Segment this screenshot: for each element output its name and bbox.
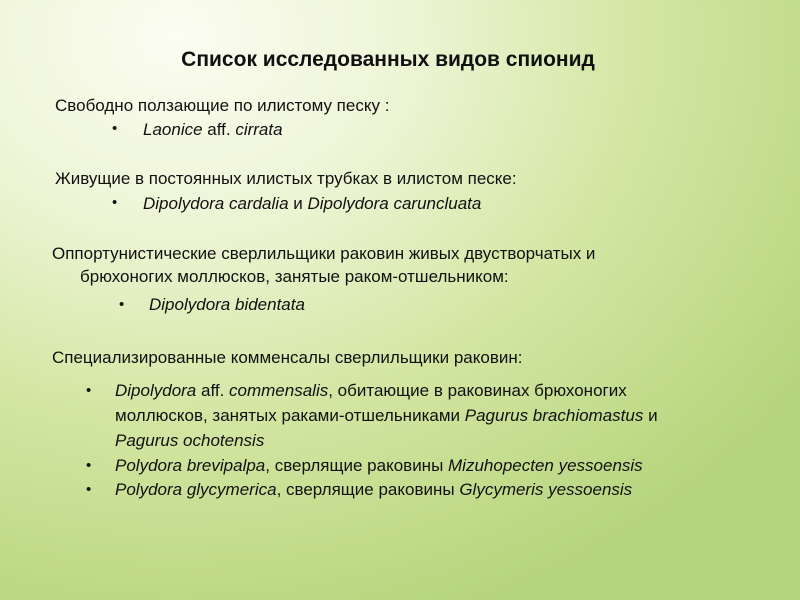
species-name: Pagurus ochotensis [115,431,265,450]
species-name: commensalis [229,381,329,400]
bullet-dot: • [112,194,118,211]
group-heading-free-crawling: Свободно ползающие по илистому песку : [55,96,390,115]
species-name: Polydora glycymerica [115,480,277,499]
group-heading-opportunistic-borers-cont: брюхоногих моллюсков, занятые раком-отшельником: [80,267,509,286]
species-name: Mizuhopecten yessoensis [448,456,643,475]
species-name: Dipolydora caruncluata [307,194,482,213]
item-text: , обитающие в раковинах брюхоногих [328,381,627,400]
species-name: Dipolydora cardalia [143,194,289,213]
bullet-dot: • [86,382,92,399]
group-heading-tube-dwelling: Живущие в постоянных илистых трубках в илистом песке: [55,169,517,188]
species-name: Polydora brevipalpa [115,456,266,475]
species-name: Pagurus brachiomastus [464,406,644,425]
item-text: моллюсков, занятых раками-отшельниками [115,406,465,425]
species-item-dipolydora-commensalis [115,380,627,401]
item-text: , сверлящие раковины [265,456,449,475]
species-item-dipolydora-commensalis-line3 [115,430,264,451]
species-name: cirrata [235,120,283,139]
group-heading-specialized-commensals: Специализированные комменсалы сверлильщики раковин: [52,348,523,367]
item-text: aff. [202,120,236,139]
species-item-dipolydora-commensalis-line2 [115,405,658,426]
species-item-dipolydora-cardalia [143,193,481,214]
species-name: Dipolydora bidentata [149,295,305,314]
species-name: Dipolydora [115,381,197,400]
species-item-polydora-brevipalpa [115,455,643,476]
slide-title: Список исследованных видов спионид [181,48,595,71]
species-item-polydora-glycymerica [115,479,632,500]
item-text: , сверлящие раковины [276,480,460,499]
species-name: Laonice [143,120,203,139]
bullet-dot: • [119,296,125,313]
bullet-dot: • [112,120,118,137]
group-heading-opportunistic-borers: Оппортунистические сверлильщики раковин живых двустворчатых и [52,244,596,263]
species-item-dipolydora-bidentata [149,294,305,315]
bullet-dot: • [86,481,92,498]
item-text: и [643,406,658,425]
species-item-laonice [143,119,283,140]
species-name: Glycymeris yessoensis [459,480,633,499]
bullet-dot: • [86,457,92,474]
item-text: aff. [196,381,230,400]
item-text: и [288,194,308,213]
